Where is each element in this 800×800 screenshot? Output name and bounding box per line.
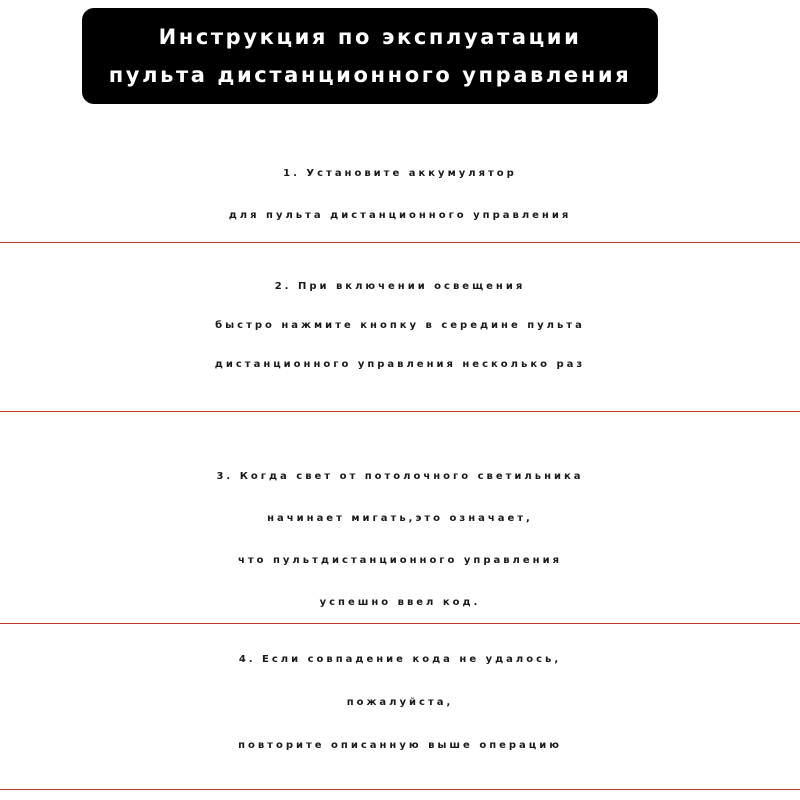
section-divider bbox=[0, 623, 800, 624]
step-3-line-1: 3. Когда свет от потолочного светильника bbox=[216, 471, 584, 482]
step-4-line-3: повторите описанную выше операцию bbox=[238, 740, 562, 751]
title-banner bbox=[82, 8, 658, 104]
section-divider bbox=[0, 242, 800, 243]
step-3-line-3: что пультдистанционного управления bbox=[237, 555, 562, 566]
step-2-line-2: быстро нажмите кнопку в середине пульта bbox=[215, 320, 585, 331]
step-1-line-2: для пульта дистанционного управления bbox=[228, 210, 572, 221]
step-2-line-3: дистанционного управления несколько раз bbox=[214, 359, 586, 370]
instruction-step-3 bbox=[0, 456, 800, 624]
instruction-step-1 bbox=[0, 153, 800, 237]
step-3-line-4: успешно ввел код. bbox=[319, 597, 481, 608]
instruction-step-4 bbox=[0, 638, 800, 767]
step-3-line-2: начинает мигать,это означает, bbox=[267, 513, 533, 524]
section-divider bbox=[0, 789, 800, 790]
instruction-step-2 bbox=[0, 267, 800, 384]
step-1-line-1: 1. Установите аккумулятор bbox=[283, 168, 517, 179]
step-4-line-1: 4. Если совпадение кода не удалось, bbox=[238, 654, 562, 665]
section-divider bbox=[0, 411, 800, 412]
step-4-line-2: пожалуйста, bbox=[346, 697, 454, 708]
title-line-1: Инструкция по эксплуатации bbox=[158, 25, 582, 49]
title-line-2: пульта дистанционного управления bbox=[108, 63, 632, 87]
step-2-line-1: 2. При включении освещения bbox=[274, 281, 526, 292]
